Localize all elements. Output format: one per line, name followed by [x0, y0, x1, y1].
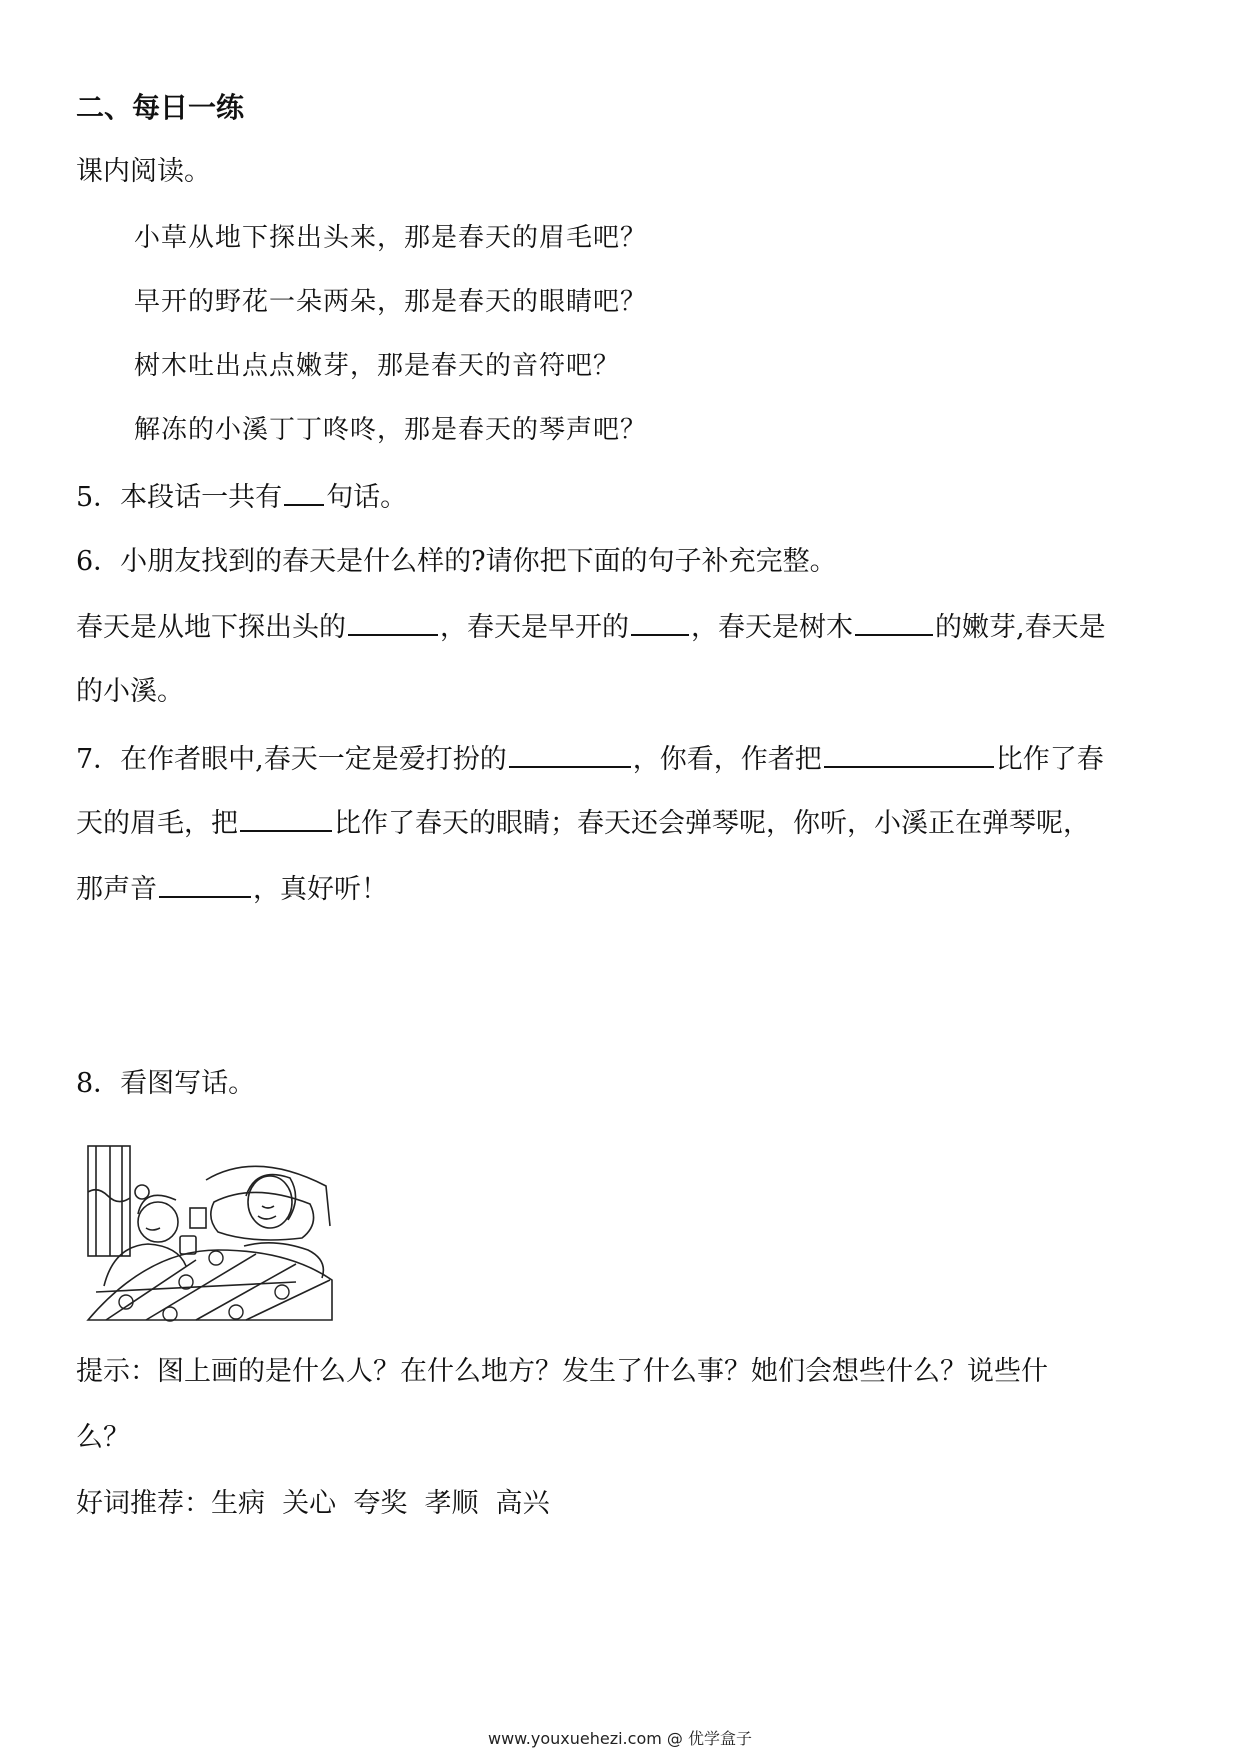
poem-line: 解冻的小溪丁丁咚咚，那是春天的琴声吧？ — [134, 415, 648, 445]
q6-text: 的嫩芽,春天是 — [935, 612, 1106, 643]
reading-label: 课内阅读。 — [76, 156, 211, 187]
q7-text: ，你看，作者把 — [632, 744, 822, 775]
poem-line: 小草从地下探出头来，那是春天的眉毛吧？ — [134, 223, 648, 253]
q7-text: 比作了春天的眼睛；春天还会弹琴呢，你听，小溪正在弹琴呢， — [334, 808, 1090, 839]
answer-blank[interactable] — [824, 738, 994, 768]
q7-text: ，真好听！ — [253, 874, 388, 905]
question-8-title: 8．看图写话。 — [76, 1068, 256, 1099]
answer-blank[interactable] — [509, 738, 631, 768]
poem-line: 树木吐出点点嫩芽，那是春天的音符吧？ — [134, 351, 621, 381]
question-6-prompt: 6．小朋友找到的春天是什么样的?请你把下面的句子补充完整。 — [76, 546, 837, 577]
poem-line: 早开的野花一朵两朵，那是春天的眼睛吧？ — [134, 287, 648, 317]
q7-text: 7．在作者眼中,春天一定是爱打扮的 — [76, 744, 507, 775]
answer-blank[interactable] — [348, 606, 438, 636]
question-6-line-2: 的小溪。 — [76, 676, 184, 707]
q6-text: ，春天是树木 — [691, 612, 853, 643]
question-6-line-1 — [76, 606, 1106, 648]
q5-text-a: 5．本段话一共有 — [76, 482, 283, 513]
answer-blank[interactable] — [855, 606, 933, 636]
hint-line-2: 么？ — [76, 1422, 130, 1453]
q7-text: 比作了春 — [995, 744, 1104, 775]
illustration-mother-daughter — [86, 1142, 334, 1322]
section-title: 二、每日一练 — [76, 91, 245, 124]
answer-blank[interactable] — [240, 802, 332, 832]
hint-line-1: 提示：图上画的是什么人？在什么地方？发生了什么事？她们会想些什么？说些什 — [76, 1356, 1048, 1387]
question-7-line-3 — [76, 868, 388, 910]
answer-blank[interactable] — [631, 606, 689, 636]
question-7-line-2 — [76, 802, 1090, 844]
recommended-words: 好词推荐：生病 关心 夸奖 孝顺 高兴 — [76, 1488, 550, 1519]
question-7-line-1 — [76, 738, 1104, 780]
answer-blank[interactable] — [284, 476, 324, 506]
q7-text: 天的眉毛，把 — [76, 808, 238, 839]
answer-blank[interactable] — [159, 868, 251, 898]
q6-text: 春天是从地下探出头的 — [76, 612, 346, 643]
q5-text-b: 句话。 — [326, 482, 408, 513]
q6-text: ，春天是早开的 — [440, 612, 629, 643]
q7-text: 那声音 — [76, 874, 157, 905]
question-5 — [76, 476, 407, 518]
footer-watermark: www.youxuehezi.com @ 优学盒子 — [488, 1729, 752, 1748]
